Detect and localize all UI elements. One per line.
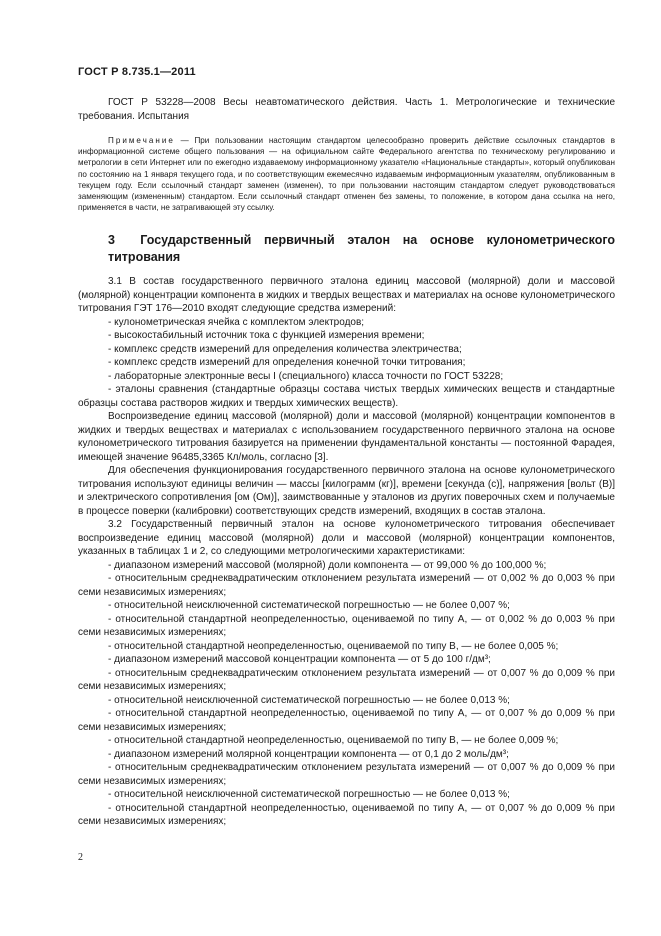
list-item: - кулонометрическая ячейка с комплектом электродов; <box>108 316 365 328</box>
list-item: - относительным среднеквадратическим отклонением результата измерений — от 0,002 % до 0,003 % при семи независимых измерениях; <box>78 573 615 598</box>
list-item: - относительной стандартной неопределенностью, оцениваемой по типу А, — от 0,007 % до 0,009 % при семи независимых измерениях; <box>78 708 615 733</box>
list-item: - относительной стандартной неопределенностью, оцениваемой по типу А, — от 0,002 % до 0,003 % при семи независимых измерениях; <box>78 613 615 639</box>
paragraph-3-2: 3.2 Государственный первичный эталон на основе кулонометрического титрования обеспечивает воспроизведение единиц массовой (молярной) доли и массовой (молярной) концентрации компонентов, указанных в таблицах 1 и 2, со следующими метрологическими характеристиками: <box>78 519 615 558</box>
page-number: 2 <box>78 852 83 863</box>
reference-entry: ГОСТ Р 53228—2008 Весы неавтоматического действия. Часть 1. Метрологические и технические требования. Испытания <box>78 97 615 122</box>
list-item: - высокостабильный источник тока с функцией измерения времени; <box>108 330 425 342</box>
standard-code-header: ГОСТ Р 8.735.1—2011 <box>78 66 196 78</box>
list-item: - относительной неисключенной систематической погрешностью — не более 0,007 %; <box>108 600 510 612</box>
paragraph-functioning: Для обеспечения функционирования государственного первичного эталона на основе кулонометрического титрования используют единицы величин — массы [килограмм (кг)], времени [секунда (с)], напряжения [вольт (В)] и электрического сопротивления [ом (Ом)], заимствованные у эталонов из других поверочных схем и получаемые в процессе поверки (калибровки) соответствующих средств измерений, входящих в состав эталона. <box>78 465 615 517</box>
section-title: Государственный первичный эталон на основе кулонометрического титрования <box>108 233 616 264</box>
list-item: - диапазоном измерений массовой (молярной) доли компонента — от 99,000 % до 100,000 %; <box>108 559 547 571</box>
note-paragraph <box>78 135 615 213</box>
note-label: Примечание <box>108 136 175 145</box>
list-item: - относительным среднеквадратическим отклонением результата измерений — от 0,007 % до 0,009 % при семи независимых измерениях; <box>78 762 615 787</box>
list-item: - относительной стандартной неопределенностью, оцениваемой по типу В, — не более 0,005 %; <box>108 640 559 652</box>
list-item: - диапазоном измерений массовой концентрации компонента — от 5 до 100 г/дм³; <box>108 654 491 666</box>
paragraph-reproduction: Воспроизведение единиц массовой (молярной) доли и массовой (молярной) концентрации компонентов в жидких и твердых веществах и материалах с использованием государственного первичного эталона на основе кулонометрического титрования базируется на применении фундаментальной константы — постоянной Фарадея, имеющей значение 96485,3365 Кл/моль, согласно [3]. <box>78 411 615 463</box>
section-number: 3 <box>108 233 115 248</box>
list-item: - комплекс средств измерений для определения конечной точки титрования; <box>108 357 466 369</box>
list-item: - эталоны сравнения (стандартные образцы состава чистых твердых химических веществ и стандартные образцы состава растворов жидких и твердых химических веществ). <box>78 384 615 409</box>
list-item: - относительной стандартной неопределенностью, оцениваемой по типу В, — не более 0,009 %; <box>108 735 559 747</box>
section-heading <box>108 232 615 265</box>
page-body <box>78 96 615 829</box>
list-item: - комплекс средств измерений для определения количества электричества; <box>108 343 462 355</box>
list-item: - лабораторные электронные весы I (специального) класса точности по ГОСТ 53228; <box>108 370 504 382</box>
note-text: — При пользовании настоящим стандартом целесообразно проверить действие ссылочных стандартов в информационной системе общего пользования — на официальном сайте Федерального агентства по техническому регулированию и метрологии в сети Интернет или по ежегодно издаваемому информационному указателю «Национальные стандарты», который опубликован по состоянию на 1 января текущего года, и по соответствующим ежемесячно издаваемым информационным указателям, опубликованным в текущем году. Если ссылочный стандарт заменен (изменен), то при пользовании настоящим стандартом следует руководствоваться заменяющим (измененным) стандартом. Если ссылочный стандарт отменен без замены, то положение, в котором дана ссылка на него, применяется в части, не затрагивающей эту ссылку. <box>78 136 615 213</box>
paragraph-3-1: 3.1 В состав государственного первичного эталона единиц массовой (молярной) доли и массовой (молярной) концентрации компонента в жидких и твердых веществах и материалах на основе кулонометрического титрования ГЭТ 176—2010 входят следующие средства измерений: <box>78 276 615 315</box>
list-item: - относительной стандартной неопределенностью, оцениваемой по типу А, — от 0,007 % до 0,009 % при семи независимых измерениях; <box>78 802 615 828</box>
list-item: - относительной неисключенной систематической погрешностью — не более 0,013 %; <box>108 789 510 801</box>
list-item: - относительным среднеквадратическим отклонением результата измерений — от 0,007 % до 0,009 % при семи независимых измерениях; <box>78 667 615 693</box>
list-item: - диапазоном измерений молярной концентрации компонента — от 0,1 до 2 моль/дм³; <box>108 748 509 760</box>
list-item: - относительной неисключенной систематической погрешностью — не более 0,013 %; <box>108 694 510 706</box>
